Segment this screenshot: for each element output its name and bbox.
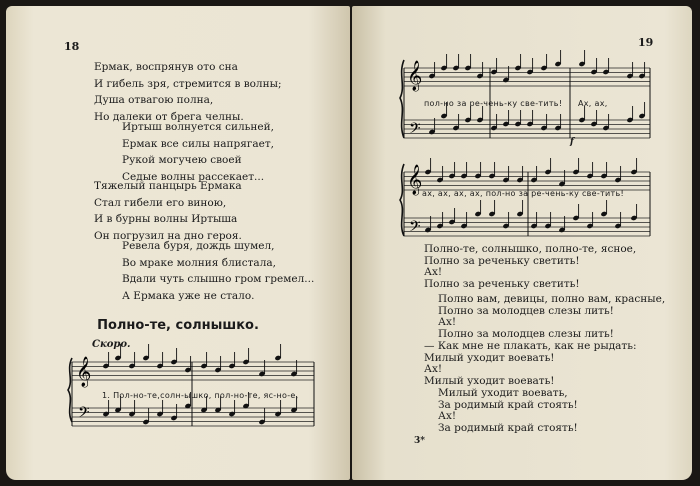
poem-line: Ермак все силы напрягает, [122, 137, 275, 150]
poem-line: Рукой могучею своей [122, 154, 242, 166]
page-number: 18 [64, 40, 80, 53]
poem-line: Ревела буря, дождь шумел, [122, 240, 275, 252]
song-stanza-4 [438, 388, 578, 434]
lyric-line: Ах! [438, 316, 457, 328]
score-lyrics: Ах, ах, [578, 99, 608, 108]
lyric-line: Полно за реченьку светить! [424, 277, 580, 290]
poem-line: Вдали чуть слышно гром гремел... [122, 273, 315, 285]
poem-line: И гибель зря, стремится в волны; [94, 77, 282, 90]
bass-clef-icon: 𝄢 [409, 120, 421, 141]
signature-mark: 3* [414, 436, 425, 446]
poem-line: Но далеки от брега челны. [94, 110, 244, 123]
bass-clef-icon: 𝄢 [78, 404, 90, 425]
poem-line: Тяжелый панцырь Ермака [94, 180, 242, 192]
brace-icon [68, 358, 72, 422]
lyric-line: Полно-те, солнышко, полно-те, ясное, [424, 243, 637, 255]
lyric-line: Милый уходит воевать, [438, 387, 568, 399]
lyric-line: За родимый край стоять! [438, 421, 578, 434]
poem-stanza-3 [94, 178, 242, 244]
poem-line: Иртыш волнуется сильней, [122, 121, 274, 133]
treble-clef-icon: 𝄞 [407, 165, 423, 195]
dynamic-marking: f [570, 137, 574, 147]
poem-line: Во мраке молния блистала, [122, 256, 276, 269]
bass-clef-icon: 𝄢 [409, 218, 421, 239]
poem-line: Седые волны рассекает... [122, 170, 265, 183]
poem-stanza-2 [122, 119, 274, 185]
lyric-line: Милый уходит воевать! [424, 374, 555, 387]
lyric-line: Полно за молодцев слезы лить! [438, 304, 614, 317]
lyric-line: Полно вам, девицы, полно вам, красные, [438, 293, 666, 305]
music-score-system-right-2 [398, 158, 658, 248]
lyric-line: Милый уходит воевать! [424, 351, 555, 364]
treble-clef-icon: 𝄞 [76, 357, 92, 387]
treble-clef-icon: 𝄞 [407, 61, 423, 91]
brace-icon [400, 164, 404, 236]
note-group [72, 344, 314, 426]
song-stanza-3 [424, 341, 636, 387]
brace-icon [400, 60, 404, 138]
poem-line: Он погрузил на дно героя. [94, 229, 242, 242]
left-page [6, 6, 350, 480]
song-stanza-1 [424, 244, 636, 290]
lyric-line: Ах! [424, 266, 443, 278]
lyric-line: За родимый край стоять! [438, 398, 578, 411]
poem-line: Стал гибели его виною, [94, 196, 227, 209]
score-lyrics: 1. Пол-но-те,солн-ышко, пол-но-те, яс-но-е, [102, 391, 299, 400]
poem-line: Душа отвагою полна, [94, 94, 214, 106]
poem-stanza-1 [94, 59, 282, 125]
song-title: Полно-те, солнышко. [97, 318, 259, 333]
score-lyrics: ах, ах, ах, ах, пол-но за ре-чень-ку све-тить! [422, 189, 625, 198]
lyric-line: — Как мне не плакать, как не рыдать: [424, 340, 637, 352]
lyric-line: Полно за реченьку светить! [424, 254, 580, 267]
lyric-line: Полно за молодцев слезы лить! [438, 327, 614, 340]
tempo-marking: Скоро. [92, 339, 131, 350]
right-page [352, 6, 692, 480]
poem-line: И в бурны волны Иртыша [94, 213, 238, 225]
song-stanza-2 [438, 294, 665, 340]
lyric-line: Ах! [424, 363, 443, 375]
poem-line: А Ермака уже не стало. [122, 289, 255, 302]
poem-line: Ермак, воспрянув ото сна [94, 61, 238, 73]
score-lyrics: пол-но за ре-чень-ку све-тить! [424, 99, 563, 108]
poem-stanza-4 [122, 238, 314, 304]
page-number: 19 [638, 36, 654, 49]
lyric-line: Ах! [438, 410, 457, 422]
